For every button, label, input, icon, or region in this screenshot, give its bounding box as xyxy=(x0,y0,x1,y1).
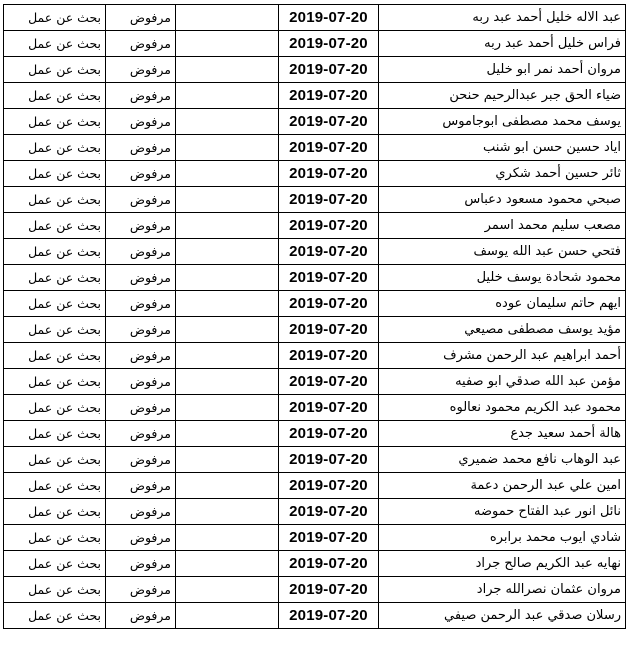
empty-cell xyxy=(176,525,279,551)
date-cell: 2019-07-20 xyxy=(279,135,379,161)
date-cell: 2019-07-20 xyxy=(279,239,379,265)
reason-cell: بحث عن عمل xyxy=(4,57,106,83)
table-row xyxy=(4,135,626,161)
empty-cell xyxy=(176,421,279,447)
reason-cell: بحث عن عمل xyxy=(4,317,106,343)
empty-cell xyxy=(176,369,279,395)
status-cell: مرفوض xyxy=(106,31,176,57)
empty-cell xyxy=(176,291,279,317)
empty-cell xyxy=(176,577,279,603)
applicant-name-cell: مؤيد يوسف مصطفى مصيعي xyxy=(379,317,626,343)
reason-cell: بحث عن عمل xyxy=(4,369,106,395)
table-row xyxy=(4,161,626,187)
applicant-name-cell: فراس خليل أحمد عبد ربه xyxy=(379,31,626,57)
applicant-name-cell: مروان أحمد نمر ابو خليل xyxy=(379,57,626,83)
table-row xyxy=(4,31,626,57)
date-cell: 2019-07-20 xyxy=(279,187,379,213)
status-cell: مرفوض xyxy=(106,447,176,473)
status-cell: مرفوض xyxy=(106,57,176,83)
applicant-name-cell: عبد الوهاب نافع محمد ضميري xyxy=(379,447,626,473)
status-cell: مرفوض xyxy=(106,525,176,551)
date-cell: 2019-07-20 xyxy=(279,161,379,187)
table-row xyxy=(4,239,626,265)
applicant-name-cell: صبحي محمود مسعود دعباس xyxy=(379,187,626,213)
date-cell: 2019-07-20 xyxy=(279,551,379,577)
table-row xyxy=(4,447,626,473)
applicant-name-cell: يوسف محمد مصطفى ابوجاموس xyxy=(379,109,626,135)
table-row xyxy=(4,499,626,525)
applicant-name-cell: ايهم حاتم سليمان عوده xyxy=(379,291,626,317)
date-cell: 2019-07-20 xyxy=(279,265,379,291)
empty-cell xyxy=(176,499,279,525)
applicant-name-cell: مروان عثمان نصرالله جراد xyxy=(379,577,626,603)
date-cell: 2019-07-20 xyxy=(279,5,379,31)
reason-cell: بحث عن عمل xyxy=(4,473,106,499)
empty-cell xyxy=(176,265,279,291)
reason-cell: بحث عن عمل xyxy=(4,551,106,577)
applicant-name-cell: نهايه عبد الكريم صالح جراد xyxy=(379,551,626,577)
status-cell: مرفوض xyxy=(106,421,176,447)
reason-cell: بحث عن عمل xyxy=(4,395,106,421)
empty-cell xyxy=(176,447,279,473)
table-row xyxy=(4,343,626,369)
applicant-name-cell: محمود شحادة يوسف خليل xyxy=(379,265,626,291)
date-cell: 2019-07-20 xyxy=(279,343,379,369)
applicant-name-cell: فتحي حسن عبد الله يوسف xyxy=(379,239,626,265)
table-row xyxy=(4,603,626,629)
reason-cell: بحث عن عمل xyxy=(4,499,106,525)
applicant-name-cell: ضياء الحق جبر عبدالرحيم حنحن xyxy=(379,83,626,109)
status-cell: مرفوض xyxy=(106,135,176,161)
empty-cell xyxy=(176,603,279,629)
applicant-name-cell: امين علي عبد الرحمن دعمة xyxy=(379,473,626,499)
date-cell: 2019-07-20 xyxy=(279,369,379,395)
reason-cell: بحث عن عمل xyxy=(4,239,106,265)
empty-cell xyxy=(176,161,279,187)
empty-cell xyxy=(176,343,279,369)
status-cell: مرفوض xyxy=(106,603,176,629)
status-cell: مرفوض xyxy=(106,187,176,213)
table-row xyxy=(4,369,626,395)
applicant-name-cell: نائل انور عبد الفتاح حموضه xyxy=(379,499,626,525)
table-row xyxy=(4,551,626,577)
empty-cell xyxy=(176,31,279,57)
status-cell: مرفوض xyxy=(106,109,176,135)
table-row xyxy=(4,57,626,83)
reason-cell: بحث عن عمل xyxy=(4,525,106,551)
date-cell: 2019-07-20 xyxy=(279,213,379,239)
status-cell: مرفوض xyxy=(106,369,176,395)
status-cell: مرفوض xyxy=(106,213,176,239)
date-cell: 2019-07-20 xyxy=(279,291,379,317)
empty-cell xyxy=(176,239,279,265)
status-cell: مرفوض xyxy=(106,291,176,317)
table-row xyxy=(4,5,626,31)
date-cell: 2019-07-20 xyxy=(279,395,379,421)
status-cell: مرفوض xyxy=(106,577,176,603)
applicant-name-cell: مصعب سليم محمد اسمر xyxy=(379,213,626,239)
date-cell: 2019-07-20 xyxy=(279,499,379,525)
table-row xyxy=(4,421,626,447)
status-cell: مرفوض xyxy=(106,551,176,577)
empty-cell xyxy=(176,395,279,421)
table-row xyxy=(4,525,626,551)
applicant-name-cell: عبد الاله خليل أحمد عبد ربه xyxy=(379,5,626,31)
reason-cell: بحث عن عمل xyxy=(4,135,106,161)
table-row xyxy=(4,83,626,109)
status-cell: مرفوض xyxy=(106,5,176,31)
date-cell: 2019-07-20 xyxy=(279,447,379,473)
reason-cell: بحث عن عمل xyxy=(4,213,106,239)
empty-cell xyxy=(176,551,279,577)
applicant-name-cell: محمود عبد الكريم محمود نعالوه xyxy=(379,395,626,421)
table-row xyxy=(4,395,626,421)
date-cell: 2019-07-20 xyxy=(279,57,379,83)
applicant-name-cell: هالة أحمد سعيد جدع xyxy=(379,421,626,447)
reason-cell: بحث عن عمل xyxy=(4,343,106,369)
date-cell: 2019-07-20 xyxy=(279,577,379,603)
table-row xyxy=(4,213,626,239)
applicant-name-cell: مؤمن عبد الله صدقي ابو صفيه xyxy=(379,369,626,395)
date-cell: 2019-07-20 xyxy=(279,525,379,551)
table-row xyxy=(4,265,626,291)
empty-cell xyxy=(176,83,279,109)
date-cell: 2019-07-20 xyxy=(279,421,379,447)
reason-cell: بحث عن عمل xyxy=(4,577,106,603)
empty-cell xyxy=(176,317,279,343)
reason-cell: بحث عن عمل xyxy=(4,265,106,291)
empty-cell xyxy=(176,109,279,135)
empty-cell xyxy=(176,57,279,83)
date-cell: 2019-07-20 xyxy=(279,473,379,499)
reason-cell: بحث عن عمل xyxy=(4,421,106,447)
applicant-name-cell: شادي ايوب محمد برابره xyxy=(379,525,626,551)
reason-cell: بحث عن عمل xyxy=(4,109,106,135)
table-row xyxy=(4,473,626,499)
status-cell: مرفوض xyxy=(106,473,176,499)
empty-cell xyxy=(176,213,279,239)
applications-sheet xyxy=(3,4,625,629)
table-row xyxy=(4,317,626,343)
status-cell: مرفوض xyxy=(106,343,176,369)
reason-cell: بحث عن عمل xyxy=(4,83,106,109)
date-cell: 2019-07-20 xyxy=(279,83,379,109)
date-cell: 2019-07-20 xyxy=(279,603,379,629)
date-cell: 2019-07-20 xyxy=(279,31,379,57)
date-cell: 2019-07-20 xyxy=(279,317,379,343)
table-row xyxy=(4,187,626,213)
applicant-name-cell: رسلان صدقي عبد الرحمن صيفي xyxy=(379,603,626,629)
empty-cell xyxy=(176,135,279,161)
empty-cell xyxy=(176,187,279,213)
status-cell: مرفوض xyxy=(106,239,176,265)
reason-cell: بحث عن عمل xyxy=(4,31,106,57)
status-cell: مرفوض xyxy=(106,395,176,421)
reason-cell: بحث عن عمل xyxy=(4,187,106,213)
reason-cell: بحث عن عمل xyxy=(4,161,106,187)
empty-cell xyxy=(176,473,279,499)
status-cell: مرفوض xyxy=(106,161,176,187)
date-cell: 2019-07-20 xyxy=(279,109,379,135)
status-cell: مرفوض xyxy=(106,499,176,525)
empty-cell xyxy=(176,5,279,31)
table-body xyxy=(4,5,626,629)
status-cell: مرفوض xyxy=(106,83,176,109)
status-cell: مرفوض xyxy=(106,265,176,291)
applicant-name-cell: ثائر حسين أحمد شكري xyxy=(379,161,626,187)
reason-cell: بحث عن عمل xyxy=(4,447,106,473)
applicant-name-cell: أحمد ابراهيم عبد الرحمن مشرف xyxy=(379,343,626,369)
table-row xyxy=(4,577,626,603)
table-row xyxy=(4,109,626,135)
reason-cell: بحث عن عمل xyxy=(4,5,106,31)
status-cell: مرفوض xyxy=(106,317,176,343)
applications-table xyxy=(3,4,626,629)
table-row xyxy=(4,291,626,317)
applicant-name-cell: اياد حسين حسن ابو شنب xyxy=(379,135,626,161)
reason-cell: بحث عن عمل xyxy=(4,603,106,629)
reason-cell: بحث عن عمل xyxy=(4,291,106,317)
